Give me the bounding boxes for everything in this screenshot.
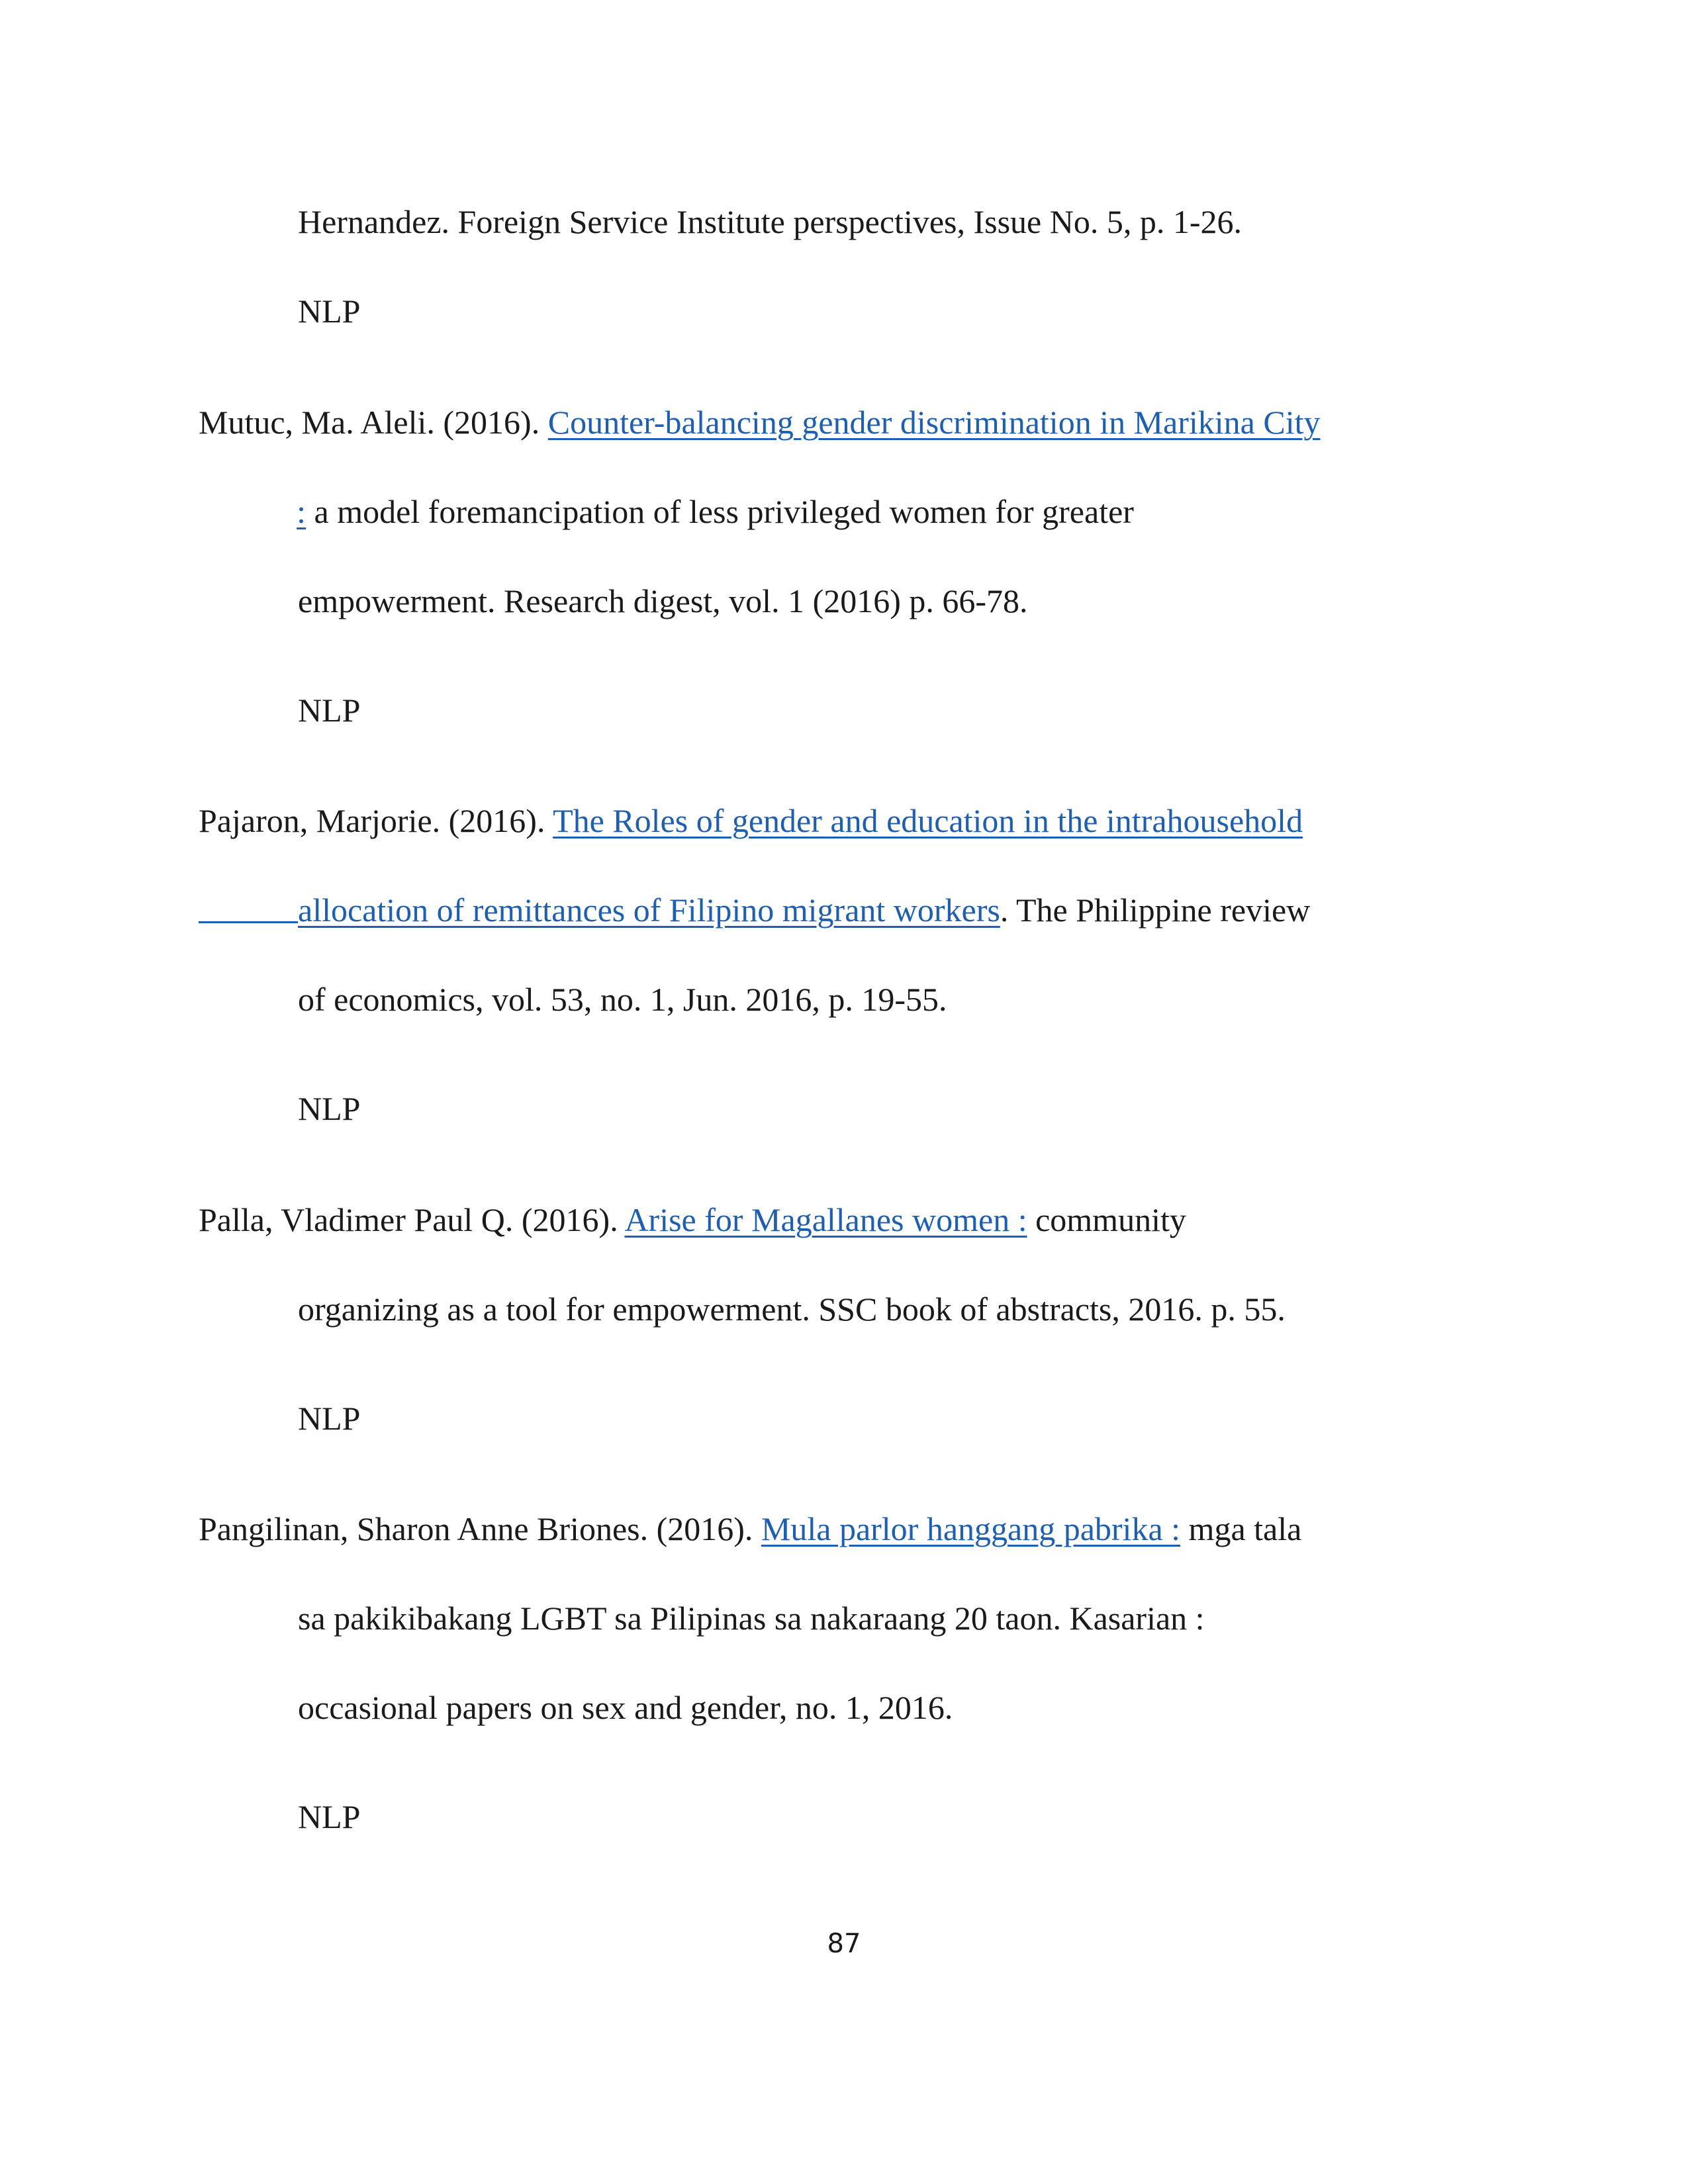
entry-4-title-link[interactable]: Mula parlor hanggang pabrika : <box>761 1510 1181 1547</box>
entry-2-line-1 <box>199 801 1303 841</box>
entry-1-title-link[interactable]: Counter-balancing gender discrimination in Marikina City <box>547 404 1321 441</box>
entry-2-line-2 <box>199 890 1310 930</box>
entry-1-rest: a model foremancipation of less privileged women for greater <box>306 493 1134 530</box>
entry-2-title-link-continued[interactable]: allocation of remittances of Filipino migrant workers <box>298 891 1000 929</box>
entry-1-line-1 <box>199 402 1321 442</box>
entry-2-link-indent-underline[interactable] <box>199 884 298 923</box>
entry-1-title-link-continued[interactable]: : <box>297 493 306 530</box>
entry-2-author: Pajaron, Marjorie. (2016). <box>199 802 553 839</box>
entry-1-line-2 <box>199 492 1134 531</box>
entry-2-line-3: of economics, vol. 53, no. 1, Jun. 2016, p. 19-55. <box>298 981 947 1018</box>
entry-4-line-1 <box>199 1509 1301 1549</box>
entry-3-note: NLP <box>298 1400 361 1437</box>
entry-4-note: NLP <box>298 1798 361 1835</box>
entry-3-line-2: organizing as a tool for empowerment. SSC book of abstracts, 2016. p. 55. <box>298 1291 1286 1328</box>
entry-3-author: Palla, Vladimer Paul Q. (2016). <box>199 1201 625 1238</box>
page-number: 87 <box>827 1929 861 1959</box>
entry-4-rest: mga tala <box>1180 1510 1302 1547</box>
entry-3-rest: community <box>1027 1201 1186 1238</box>
entry-1-note: NLP <box>298 692 361 729</box>
entry-2-note: NLP <box>298 1090 361 1127</box>
entry-4-line-2: sa pakikibakang LGBT sa Pilipinas sa nakaraang 20 taon. Kasarian : <box>298 1600 1205 1637</box>
entry-1-author: Mutuc, Ma. Aleli. (2016). <box>199 404 548 441</box>
entry-0-continuation: Hernandez. Foreign Service Institute perspectives, Issue No. 5, p. 1-26. <box>298 203 1243 240</box>
entry-1-line-3: empowerment. Research digest, vol. 1 (2016) p. 66-78. <box>298 582 1028 619</box>
entry-4-line-3: occasional papers on sex and gender, no. 1, 2016. <box>298 1689 953 1726</box>
entry-2-title-link[interactable]: The Roles of gender and education in the intrahousehold <box>553 802 1303 839</box>
entry-4-author: Pangilinan, Sharon Anne Briones. (2016). <box>199 1510 761 1547</box>
entry-3-line-1 <box>199 1200 1186 1240</box>
entry-0-note: NLP <box>298 293 361 330</box>
entry-3-title-link[interactable]: Arise for Magallanes women : <box>624 1201 1027 1238</box>
entry-2-rest: . The Philippine review <box>1000 891 1311 929</box>
